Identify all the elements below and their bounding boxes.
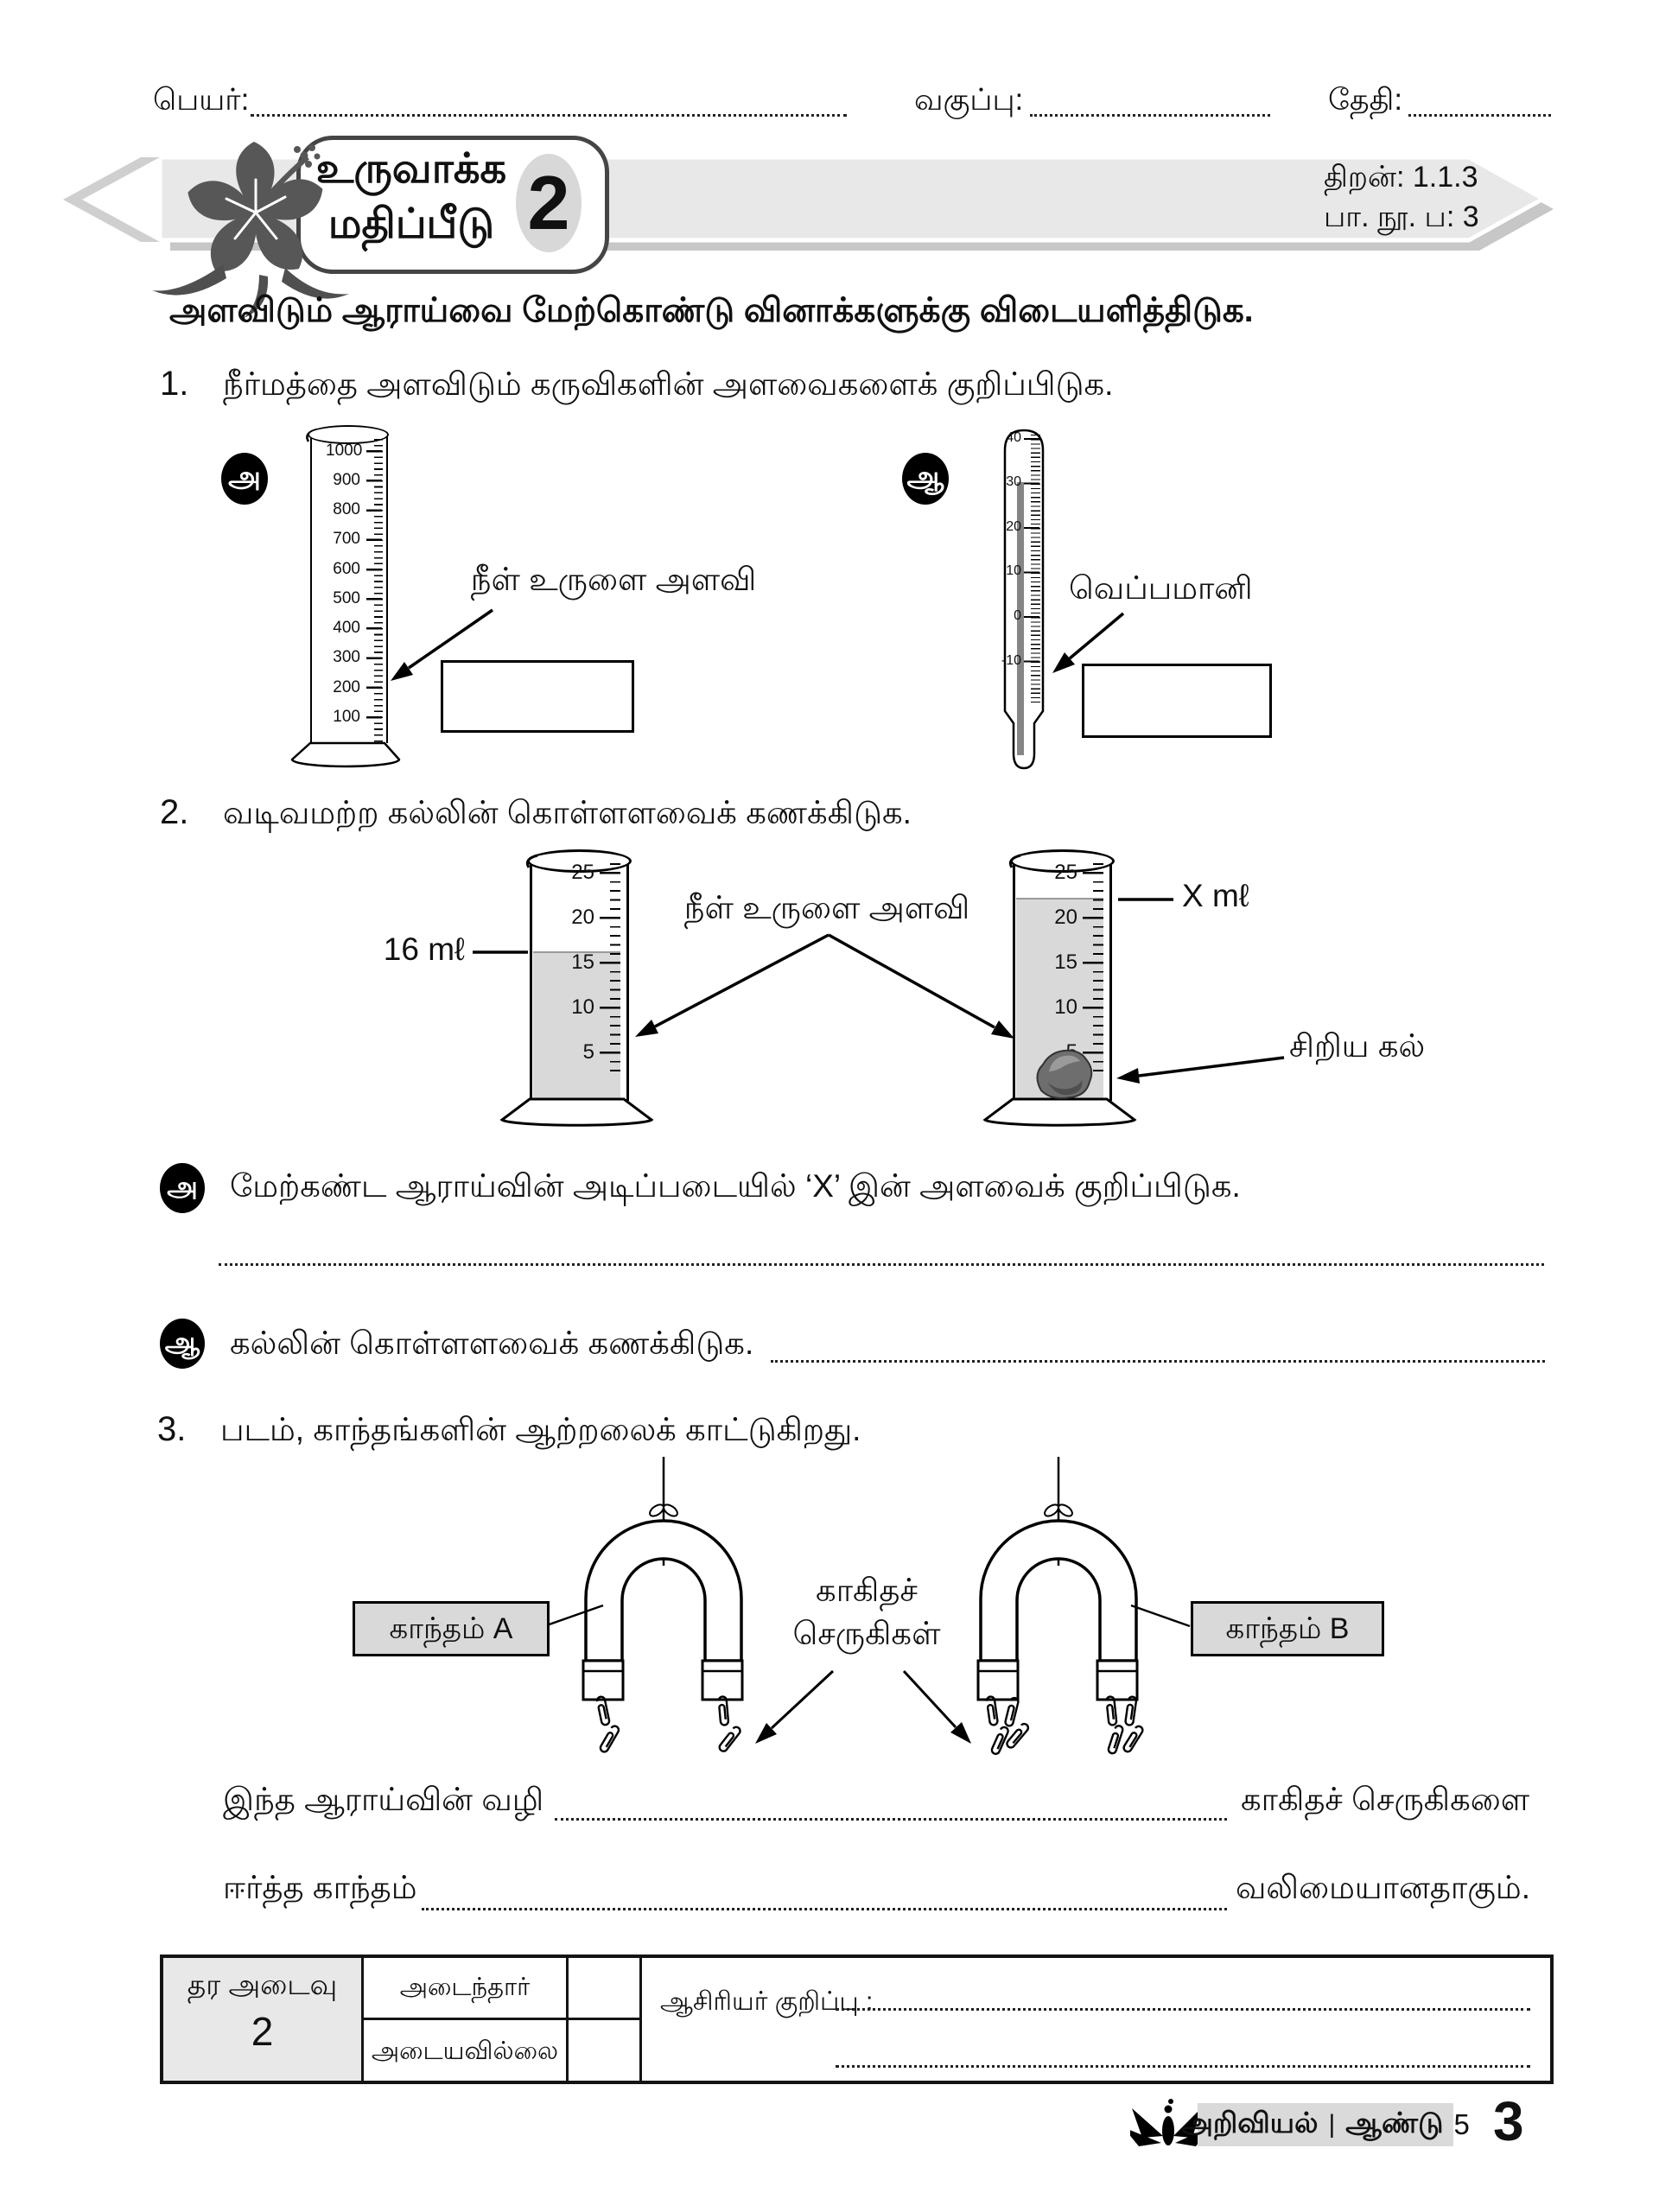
q2-right-volume-label: X mℓ bbox=[1182, 878, 1249, 913]
achieved-label: அடைந்தார் bbox=[399, 1974, 531, 2001]
temp-10: 10 bbox=[1006, 563, 1021, 578]
horseshoe-magnet-a bbox=[586, 1521, 741, 1661]
temp-0: 0 bbox=[1014, 608, 1021, 623]
q1-thermometer-label: வெப்பமானி bbox=[1069, 570, 1253, 606]
book-page-label: பா. நூ. ப: 3 bbox=[1324, 200, 1479, 233]
q1-number: 1. bbox=[160, 365, 189, 403]
q2-part-b-badge: ஆ bbox=[160, 1319, 205, 1369]
footer-year-label: ஆண்டு bbox=[1345, 2106, 1444, 2139]
scale-10: 10 bbox=[1054, 995, 1077, 1019]
cylinder-spout bbox=[1010, 855, 1020, 868]
fill2-blank[interactable] bbox=[422, 1868, 1227, 1910]
instruction-text: அளவிடும் ஆராய்வை மேற்கொண்டு வினாக்களுக்கு விடையளித்திடுக. bbox=[169, 292, 1254, 329]
name-blank-line[interactable] bbox=[251, 85, 847, 117]
scale-100: 100 bbox=[333, 708, 360, 726]
class-blank-line[interactable] bbox=[1030, 85, 1270, 117]
scale-200: 200 bbox=[333, 678, 360, 696]
q1-answer-box-a[interactable] bbox=[441, 660, 634, 733]
footer-year-number: 5 bbox=[1453, 2108, 1470, 2140]
magnet-a-label-box: காந்தம் A bbox=[353, 1601, 550, 1656]
scale-15: 15 bbox=[1054, 950, 1077, 974]
scale-300: 300 bbox=[333, 648, 360, 666]
scale-400: 400 bbox=[333, 619, 360, 637]
not-achieved-label: அடையவில்லை bbox=[371, 2037, 559, 2065]
level-number: 2 bbox=[251, 2009, 274, 2054]
magnet-b-label-box: காந்தம் B bbox=[1191, 1601, 1384, 1656]
horseshoe-magnet-b bbox=[981, 1521, 1136, 1661]
scale-5: 5 bbox=[582, 1040, 594, 1064]
q2-left-volume-label: 16 mℓ bbox=[383, 931, 465, 967]
banner-title-line2: மதிப்பீடு bbox=[327, 201, 495, 247]
page-number: 3 bbox=[1493, 2090, 1524, 2152]
paperclips-label-line1: காகிதச் bbox=[816, 1573, 918, 1608]
temp-neg10: -10 bbox=[1001, 653, 1021, 668]
temp-30: 30 bbox=[1006, 474, 1021, 489]
scale-20: 20 bbox=[571, 906, 594, 929]
name-label: பெயர்: bbox=[153, 83, 250, 117]
teacher-note-line-2[interactable] bbox=[836, 2037, 1530, 2068]
date-label: தேதி: bbox=[1328, 83, 1403, 117]
q2-part-b-answer-line[interactable] bbox=[771, 1324, 1545, 1363]
paperclips-magnet-b bbox=[986, 1696, 1144, 1755]
footer-badge bbox=[1181, 2103, 1470, 2146]
banner-title-line1: உருவாக்க bbox=[315, 146, 507, 192]
teacher-note-label: ஆசிரியர் குறிப்பு : bbox=[660, 1987, 874, 2016]
arrow-head-icon bbox=[391, 662, 413, 681]
scale-1000: 1000 bbox=[326, 442, 363, 460]
q2-number: 2. bbox=[160, 793, 189, 831]
scale-10: 10 bbox=[571, 995, 594, 1019]
level-label: தர அடைவு bbox=[187, 1968, 338, 2000]
fill1-blank[interactable] bbox=[555, 1780, 1227, 1821]
not-achieved-checkbox-cell[interactable] bbox=[569, 2020, 639, 2081]
fill1-suffix: காகிதச் செருகிகளை bbox=[1241, 1782, 1530, 1817]
scale-900: 900 bbox=[333, 471, 360, 489]
magnet-b-pole bbox=[978, 1661, 1018, 1700]
q1-part-b-badge: ஆ bbox=[902, 453, 949, 505]
cylinder-spout bbox=[527, 855, 537, 868]
fill2-suffix: வலிமையானதாகும். bbox=[1236, 1870, 1530, 1905]
scale-25: 25 bbox=[1054, 861, 1077, 884]
magnet-b-pointer-line bbox=[1131, 1605, 1190, 1626]
scale-20: 20 bbox=[1054, 906, 1077, 929]
temp-40: 40 bbox=[1006, 430, 1021, 445]
q3-number: 3. bbox=[157, 1410, 187, 1448]
q1-part-a-badge: அ bbox=[221, 453, 268, 505]
q1-text: நீர்மத்தை அளவிடும் கருவிகளின் அளவைகளைக் குறிப்பிடுக. bbox=[223, 366, 1114, 402]
banner-number: 2 bbox=[527, 160, 570, 245]
table-vline bbox=[639, 1958, 642, 2081]
paperclips-label-line2: செருகிகள் bbox=[792, 1616, 941, 1651]
teacher-note-line-1[interactable] bbox=[836, 1980, 1530, 2011]
q2-part-a-badge: அ bbox=[160, 1163, 205, 1213]
q1-answer-box-b[interactable] bbox=[1082, 664, 1272, 738]
fill2-prefix: ஈர்த்த காந்தம் bbox=[223, 1870, 417, 1905]
magnet-a-pole bbox=[583, 1661, 623, 1700]
scale-500: 500 bbox=[333, 589, 360, 607]
fill1-prefix: இந்த ஆராய்வின் வழி bbox=[223, 1782, 544, 1817]
scale-700: 700 bbox=[333, 530, 360, 548]
q3-text: படம், காந்தங்களின் ஆற்றலைக் காட்டுகிறது. bbox=[220, 1412, 861, 1447]
footer-separator: | bbox=[1328, 2110, 1336, 2139]
achieved-checkbox-cell[interactable] bbox=[569, 1958, 639, 2018]
paperclips-magnet-a bbox=[596, 1696, 741, 1753]
assessment-table bbox=[160, 1955, 1554, 2084]
footer-subject: அறிவியல் bbox=[1181, 2106, 1319, 2139]
cylinder-foot bbox=[985, 1099, 1135, 1125]
q2-cylinder-label: நீள் உருளை அளவி bbox=[683, 890, 970, 925]
q1-cylinder-label: நீள் உருளை அளவி bbox=[470, 562, 757, 597]
magnet-a-pole bbox=[702, 1661, 742, 1700]
scale-15: 15 bbox=[571, 950, 594, 974]
date-blank-line[interactable] bbox=[1408, 85, 1551, 117]
scale-800: 800 bbox=[333, 500, 360, 518]
q2-part-b-text: கல்லின் கொள்ளளவைக் கணக்கிடுக. bbox=[230, 1325, 754, 1361]
arrow-head-icon bbox=[991, 1020, 1014, 1039]
magnet-b-pole bbox=[1097, 1661, 1137, 1700]
q2-stone-label: சிறிய கல் bbox=[1289, 1028, 1426, 1064]
cylinder-foot bbox=[502, 1099, 652, 1125]
arrow-head-icon bbox=[635, 1020, 658, 1037]
temp-20: 20 bbox=[1006, 519, 1021, 534]
skill-code-label: திறன்: 1.1.3 bbox=[1324, 161, 1478, 194]
class-label: வகுப்பு: bbox=[914, 83, 1024, 117]
arrow-head-icon bbox=[1116, 1068, 1140, 1084]
q2-part-a-text: மேற்கண்ட ஆராய்வின் அடிப்படையில் ‘X’ இன் அளவைக் குறிப்பிடுக. bbox=[230, 1168, 1241, 1204]
q2-part-a-answer-line[interactable] bbox=[219, 1227, 1544, 1266]
scale-600: 600 bbox=[333, 560, 360, 578]
q2-text: வடிவமற்ற கல்லின் கொள்ளளவைக் கணக்கிடுக. bbox=[223, 795, 912, 830]
scale-25: 25 bbox=[571, 861, 594, 884]
